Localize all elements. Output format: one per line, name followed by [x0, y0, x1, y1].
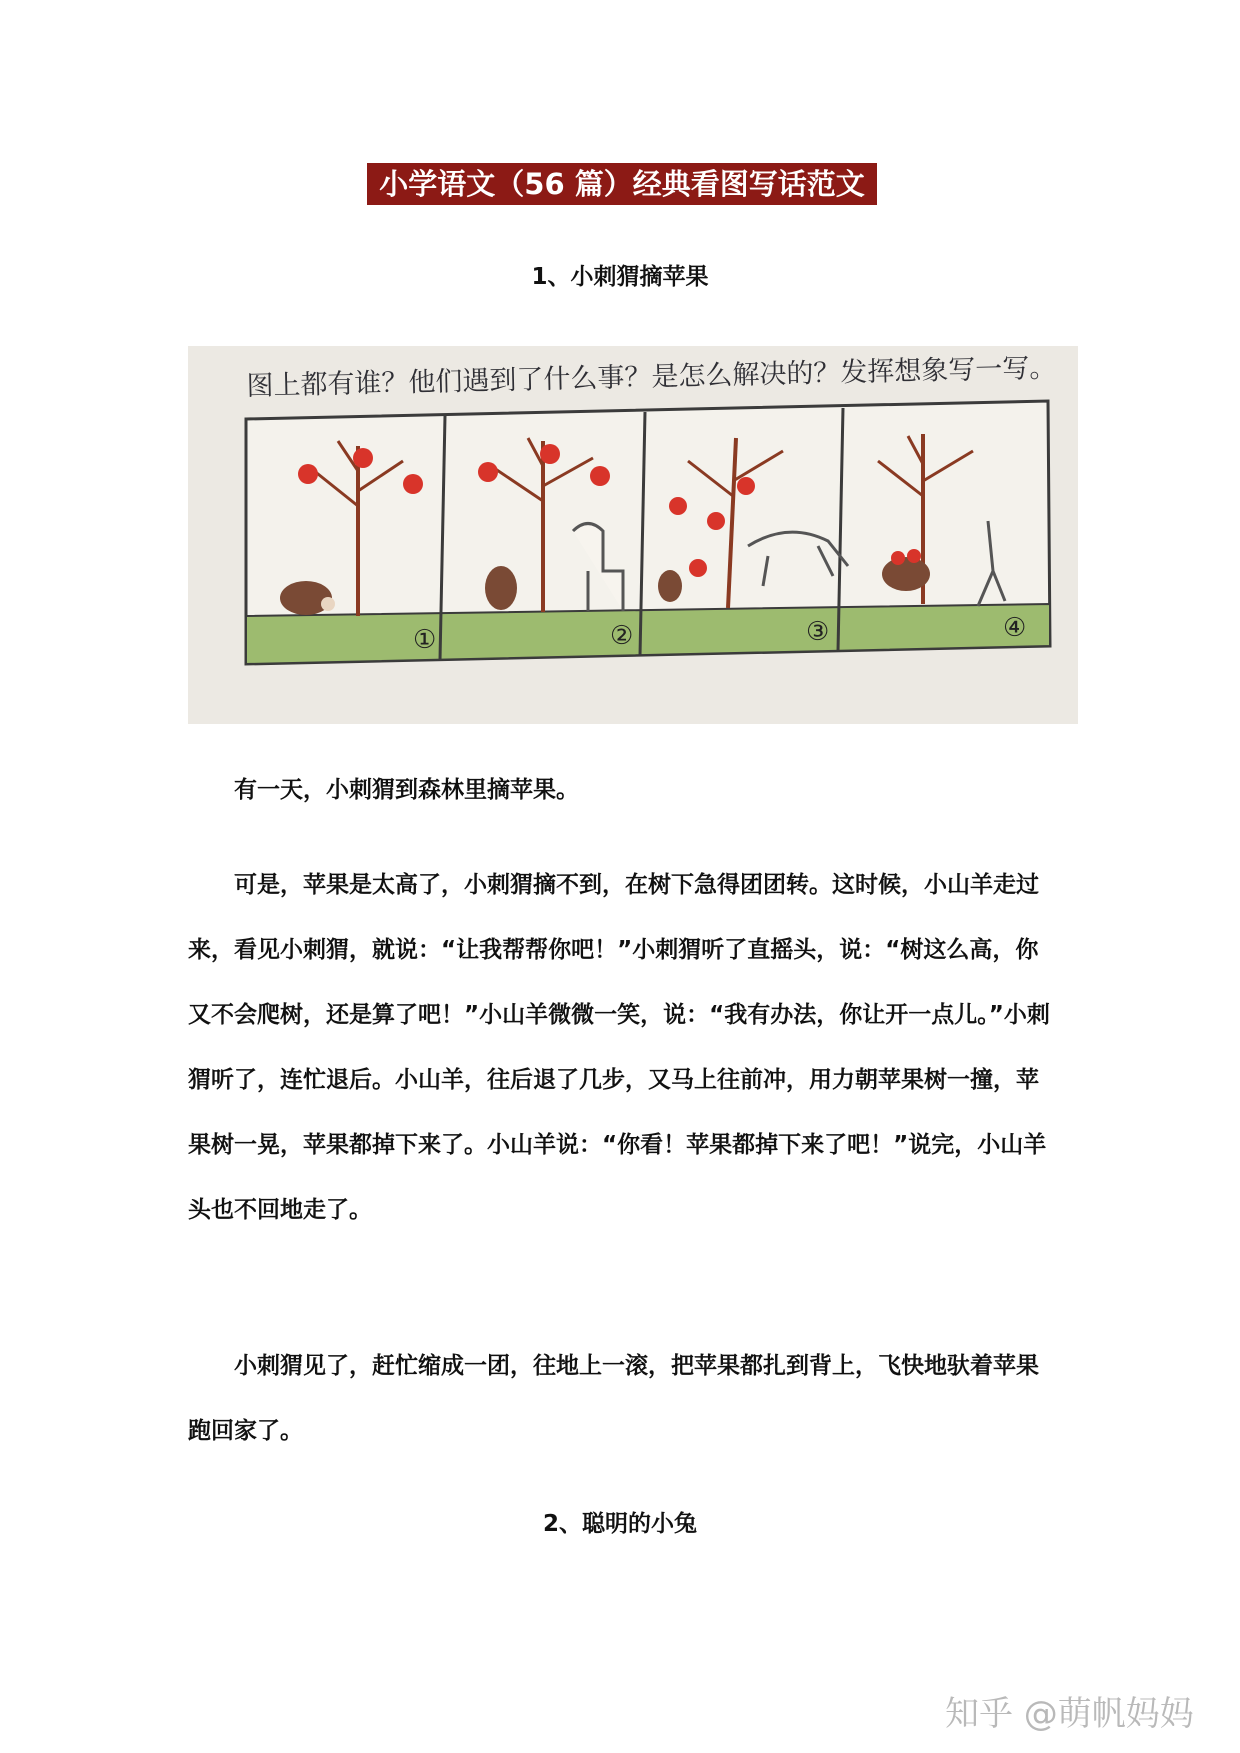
panel-number-3: ③: [806, 617, 830, 647]
story-1-picture: [188, 346, 1078, 724]
watermark: 知乎 @萌帆妈妈: [945, 1694, 1194, 1734]
panel-number-4: ④: [1003, 613, 1027, 643]
picture-prompt: 图上都有谁？他们遇到了什么事？是怎么解决的？发挥想象写一写。: [246, 352, 1057, 402]
panel-number-2: ②: [610, 621, 634, 651]
document-title: 小学语文（56 篇）经典看图写话范文: [367, 163, 877, 205]
story-2-heading: 2、聪明的小兔: [542, 1511, 697, 1537]
comic-strip: [188, 346, 1078, 724]
story-1-paragraph-2: 可是，苹果是太高了，小刺猬摘不到，在树下急得团团转。这时候，小山羊走过来，看见小刺猬，就说：“让我帮帮你吧！”小刺猬听了直摇头，说：“树这么高，你又不会爬树，还是算了吧！”小山羊微微一笑，说：“我有办法，你让开一点儿。”小刺猬听了，连忙退后。小山羊，往后退了几步，又马上往前冲，用力朝苹果树一撞，苹果树一晃，苹果都掉下来了。小山羊说：“你看！苹果都掉下来了吧！”说完，小山羊头也不回地走了。: [188, 872, 1050, 1223]
panel-number-1: ①: [413, 625, 437, 655]
story-1-paragraph-1: 有一天，小刺猬到森林里摘苹果。: [234, 777, 579, 803]
story-1-heading: 1、小刺猬摘苹果: [531, 264, 709, 290]
story-1-paragraph-3: 小刺猬见了，赶忙缩成一团，往地上一滚，把苹果都扎到背上，飞快地驮着苹果跑回家了。: [188, 1353, 1039, 1444]
